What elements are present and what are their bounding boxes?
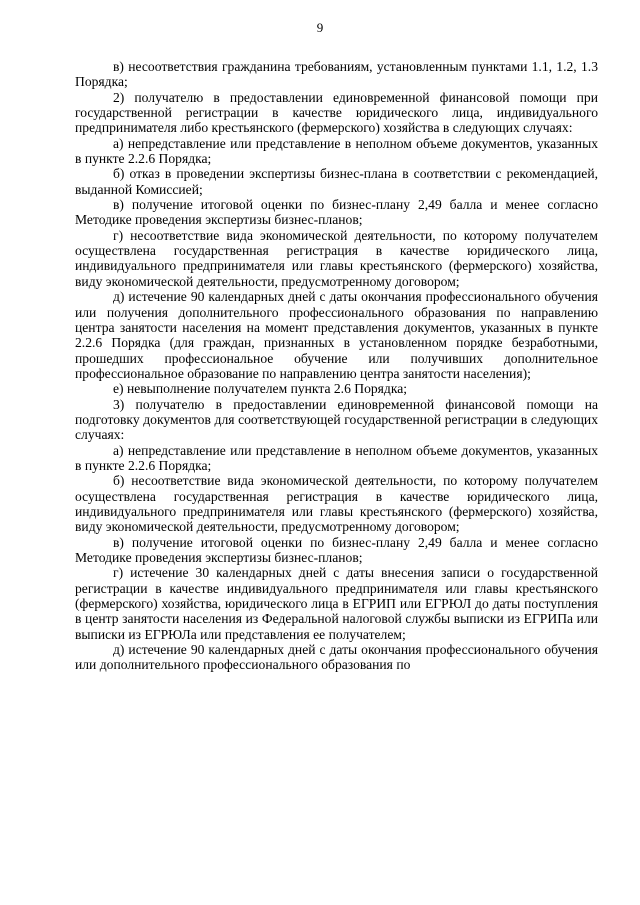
paragraph-2e-non-fulfilment: е) невыполнение получателем пункта 2.6 Порядка; [113, 381, 408, 397]
paragraph-2v-score: в) получение итоговой оценки по бизнес-плану 2,49 балла и менее согласно Методике проведения экспертизы бизнес-планов; [75, 197, 598, 228]
paragraph-3g-30-days: г) истечение 30 календарных дней с даты внесения записи о государственной регистрации в качестве индивидуального предпринимателя или главы крестьянского (фермерского) хозяйства, юридического лица в ЕГРИП или ЕГРЮЛ до даты поступления в центр занятости населения из Федеральной налоговой службы выписки из ЕГРИПа или выписки из ЕГРЮЛа или представления ее получателем; [75, 565, 598, 642]
paragraph-2d-90-days: д) истечение 90 календарных дней с даты окончания профессионального обучения или получения дополнительного профессионального образования по направлению центра занятости населения на момент представления документов, указанных в пункте 2.2.6 Порядка (для граждан, признанных в установленном порядке безработными, прошедших профессиональное обучение или получивших дополнительное профессиональное образование по направлению центра занятости населения); [75, 289, 598, 381]
paragraph-3v-score: в) получение итоговой оценки по бизнес-плану 2,49 балла и менее согласно Методике проведения экспертизы бизнес-планов; [75, 534, 598, 565]
paragraph-v-citizen-requirements: в) несоответствия гражданина требованиям, установленным пунктами 1.1, 1.2, 1.3 Порядка; [75, 59, 598, 90]
paragraph-2a-documents: а) непредставление или представление в неполном объеме документов, указанных в пункте 2.2.6 Порядка; [75, 135, 598, 167]
page-number: 9 [316, 20, 324, 35]
paragraph-2-registration-refusal: 2) получателю в предоставлении единовременной финансовой помощи при государственной регистрации в качестве юридического лица, индивидуального предпринимателя либо крестьянского (фермерского) хозяйства в следующих случаях: [75, 89, 598, 136]
document-body [75, 59, 598, 673]
paragraph-3d-90-days: д) истечение 90 календарных дней с даты окончания профессионального обучения или дополнительного профессионального образования по [75, 642, 598, 673]
paragraph-2b-expertise-refusal: б) отказ в проведении экспертизы бизнес-плана в соответствии с рекомендацией, выданной Комиссией; [75, 166, 598, 197]
paragraph-3b-activity-mismatch: б) несоответствие вида экономической деятельности, по которому получателем осуществлена государственная регистрация в качестве юридического лица, индивидуального предпринимателя или главы крестьянского (фермерского) хозяйства, виду экономической деятельности, предусмотренному договором; [75, 473, 598, 535]
paragraph-3a-documents: а) непредставление или представление в неполном объеме документов, указанных в пункте 2.2.6 Порядка; [75, 442, 598, 473]
paragraph-3-documents-preparation: 3) получателю в предоставлении единовременной финансовой помощи на подготовку документов для соответствующей государственной регистрации в следующих случаях: [75, 396, 598, 443]
paragraph-2g-activity-mismatch: г) несоответствие вида экономической деятельности, по которому получателем осуществлена государственная регистрация в качестве юридического лица, индивидуального предпринимателя или главы крестьянского (фермерского) хозяйства, виду экономической деятельности, предусмотренному договором; [75, 227, 598, 289]
